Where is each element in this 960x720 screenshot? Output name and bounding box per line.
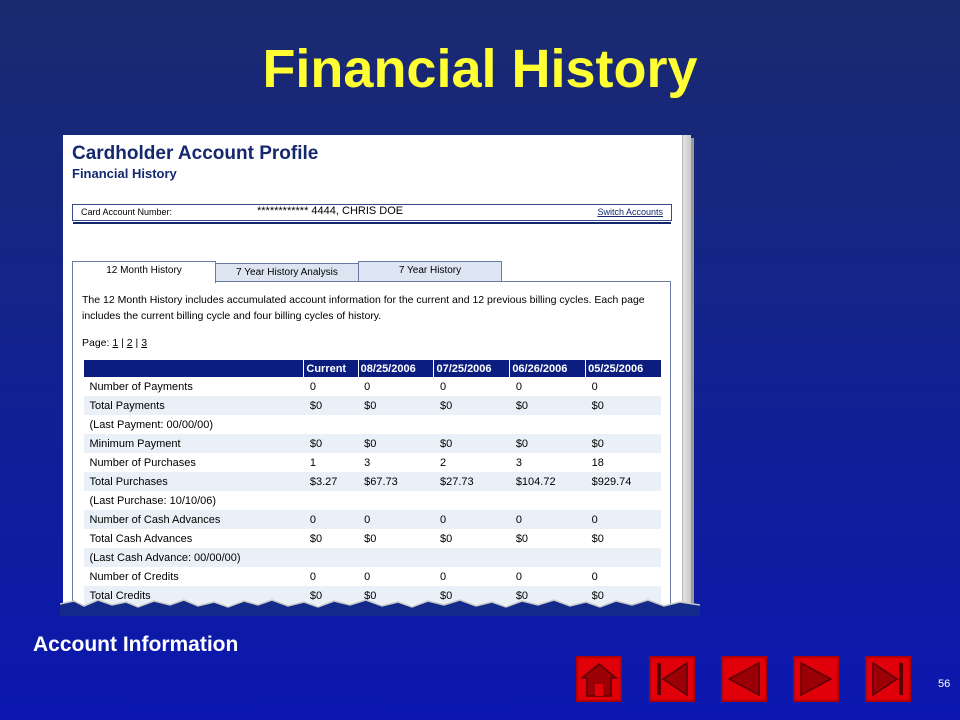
slide-number: 56 [938,678,951,690]
home-icon [578,658,620,700]
intro-text: The 12 Month History includes accumulated account information for the current and 12 previous billing cycles. Each page includes the current billing cycle and four billing cycles of history. [82,294,645,322]
table-cell [510,491,586,510]
table-cell: $0 [434,396,510,415]
table-cell [304,548,358,567]
table-cell: 0 [304,510,358,529]
page-link-1[interactable]: 1 [112,337,119,349]
tab-12-month-history[interactable]: 12 Month History [72,261,216,283]
table-row [84,548,662,567]
table-cell [304,415,358,434]
card-account-label: Card Account Number: [81,207,173,217]
table-cell: $0 [434,434,510,453]
table-cell: $929.74 [586,472,661,491]
table-cell: 0 [358,510,434,529]
table-cell: 0 [515,570,522,583]
table-cell [586,415,661,434]
row-label: Number of Credits [89,570,179,583]
previous-slide-button[interactable] [721,656,767,702]
row-label: Total Payments [84,396,304,415]
table-cell: 2 [439,456,447,469]
table-cell: $0 [586,434,661,453]
home-button[interactable] [576,656,622,702]
page-link-2[interactable]: 2 [126,337,133,349]
table-cell: $0 [358,586,434,605]
table-cell [586,548,661,567]
tab-7-year-history[interactable]: 7 Year History [358,261,502,281]
table-cell: 0 [309,380,316,393]
table-row [84,491,662,510]
row-label: Total Cash Advances [89,532,193,545]
column-header: 06/26/2006 [510,360,586,377]
table-cell: 3 [364,456,371,469]
column-header [84,360,304,377]
table-cell: 1 [309,456,316,469]
table-cell: 0 [439,380,447,393]
table-cell: 3 [515,456,522,469]
table-cell [358,491,434,510]
table-cell: 0 [591,570,598,583]
table-cell: $0 [586,396,661,415]
next-slide-button[interactable] [793,656,839,702]
table-cell [434,491,510,510]
table-row [84,453,662,472]
previous-slide-icon [723,658,765,700]
page-link-3[interactable]: 3 [141,337,148,349]
table-cell: $0 [515,532,529,545]
table-cell: $0 [439,532,453,545]
table-row [84,510,662,529]
table-cell: 18 [591,456,604,469]
table-cell: $104.72 [510,472,586,491]
table-cell: $0 [591,532,604,545]
column-header: 07/25/2006 [434,360,510,377]
row-label: (Last Cash Advance: 00/00/00) [84,548,304,567]
last-slide-icon [867,658,909,700]
table-cell: 0 [364,570,371,583]
row-label: Number of Cash Advances [84,510,304,529]
table-cell [434,415,510,434]
torn-edge [60,594,700,616]
table-cell: $0 [304,396,358,415]
table-row [84,529,662,548]
table-row [84,567,662,586]
card-account-number: ************ 4444, CHRIS DOE [257,205,404,217]
table-cell: $0 [510,396,586,415]
profile-title: Cardholder Account Profile [72,143,319,164]
table-cell: $0 [358,396,434,415]
row-label: Total Credits [84,586,304,605]
table-row [84,396,662,415]
table-cell: $0 [510,434,586,453]
table-cell: $0 [358,434,434,453]
profile-subtitle: Financial History [72,166,177,181]
table-cell: $0 [586,586,661,605]
table-cell: $27.73 [434,472,510,491]
table-cell [510,548,586,567]
row-label: Number of Purchases [89,456,196,469]
table-cell [304,491,358,510]
row-label: Minimum Payment [84,434,304,453]
history-table [83,360,661,605]
table-cell: $0 [510,586,586,605]
table-cell: $0 [304,586,358,605]
table-cell: $0 [309,532,323,545]
slide-title: Financial History [262,39,698,99]
screenshot-panel [63,135,691,613]
row-label: Total Purchases [84,472,304,491]
table-cell: $67.73 [358,472,434,491]
last-slide-button[interactable] [865,656,911,702]
table-cell [510,415,586,434]
history-tabs [72,261,672,281]
pager-label: Page: [82,337,110,349]
column-header: 08/25/2006 [358,360,434,377]
table-cell: 0 [364,380,371,393]
table-cell: 0 [439,570,447,583]
table-row [84,377,662,396]
table-row [84,434,662,453]
history-panel [72,281,671,613]
first-slide-button[interactable] [649,656,695,702]
table-cell [434,548,510,567]
slide-caption: Account Information [33,633,239,656]
row-label: (Last Payment: 00/00/00) [89,418,214,431]
scrollbar[interactable] [682,135,691,613]
table-cell: 0 [434,510,510,529]
table-row [84,472,662,491]
table-cell: $0 [304,434,358,453]
table-cell: 0 [515,380,522,393]
table-cell: 0 [510,510,586,529]
column-header: Current [304,360,358,377]
pager: Page: 1 | 2 | 3 [82,337,148,349]
next-slide-icon [795,658,837,700]
table-cell: 0 [591,380,598,393]
account-bar-divider [73,222,671,224]
table-cell: $3.27 [304,472,358,491]
table-cell: $0 [434,586,510,605]
table-header-row [84,360,662,377]
row-label: Number of Payments [89,380,193,393]
row-label: (Last Purchase: 10/10/06) [89,494,217,507]
table-cell [586,491,661,510]
table-cell [358,548,434,567]
card-account-bar [72,204,672,221]
switch-accounts-link[interactable]: Switch Accounts [597,207,663,217]
table-cell [358,415,434,434]
column-header: 05/25/2006 [586,360,661,377]
tab-7-year-history-analysis[interactable]: 7 Year History Analysis [215,263,359,283]
first-slide-icon [651,658,693,700]
table-cell: $0 [364,532,377,545]
table-cell: 0 [309,570,316,583]
table-cell: 0 [586,510,661,529]
table-row [84,415,662,434]
